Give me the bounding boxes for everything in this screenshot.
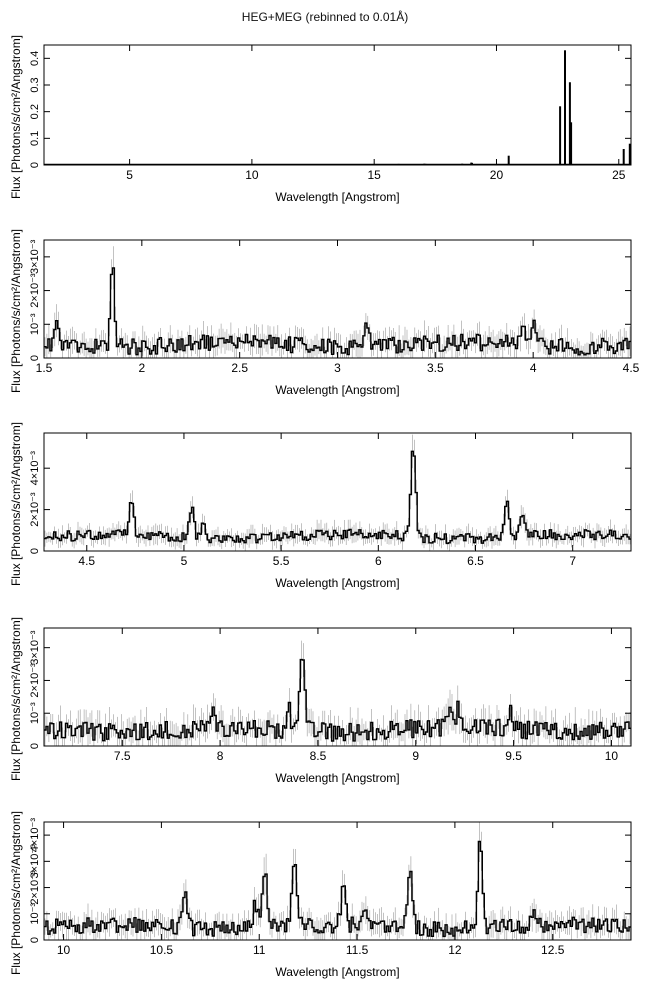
- x-tick-label: 7: [569, 554, 577, 568]
- y-tick-label: 4×10⁻³: [29, 451, 41, 486]
- x-tick-label: 15: [367, 168, 381, 182]
- figure-title: HEG+MEG (rebinned to 0.01Å): [241, 10, 409, 24]
- panel-4: [9, 617, 631, 785]
- y-tick-label: 10⁻³: [29, 702, 41, 725]
- y-tick-label: 2×10⁻³: [29, 870, 41, 905]
- y-tick-label: 2×10⁻³: [29, 273, 41, 308]
- x-axis-label: Wavelength [Angstrom]: [275, 576, 400, 590]
- spectrum-line: [44, 268, 631, 355]
- x-tick-label: 8: [216, 749, 224, 763]
- x-tick-label: 9.5: [505, 749, 522, 763]
- y-tick-label: 0.3: [29, 77, 41, 93]
- x-tick-label: 7.5: [113, 749, 131, 763]
- y-tick-label: 3×10⁻³: [29, 844, 41, 879]
- spectrum-plot: [44, 246, 631, 358]
- y-tick-label: 0.1: [29, 130, 41, 146]
- y-tick-label: 0: [29, 354, 41, 362]
- x-axis-label: Wavelength [Angstrom]: [275, 190, 400, 204]
- panel-1: [9, 35, 631, 204]
- x-tick-label: 1.5: [35, 361, 53, 375]
- y-tick-label: 10⁻³: [29, 902, 41, 925]
- x-tick-label: 3: [334, 361, 341, 375]
- plot-frame: [44, 45, 631, 165]
- spectrum-line: [44, 451, 631, 543]
- y-tick-label: 3×10⁻³: [29, 630, 41, 665]
- x-tick-label: 9: [412, 749, 420, 763]
- y-tick-label: 10⁻³: [29, 313, 41, 336]
- spectrum-line: [44, 842, 631, 937]
- y-tick-label: 3×10⁻³: [29, 239, 41, 274]
- x-axis-label: Wavelength [Angstrom]: [275, 383, 400, 397]
- spectrum-line: [44, 660, 631, 741]
- y-axis-label: Flux [Photons/s/cm²/Angstrom]: [9, 34, 23, 200]
- x-tick-label: 10: [604, 749, 619, 763]
- y-axis-label: Flux [Photons/s/cm²/Angstrom]: [9, 421, 23, 587]
- x-tick-label: 2: [138, 361, 146, 375]
- y-tick-label: 2×10⁻³: [29, 492, 41, 527]
- x-tick-label: 25: [612, 168, 626, 182]
- y-tick-label: 0.2: [29, 104, 41, 120]
- x-tick-label: 6: [374, 554, 382, 568]
- spectrum-plot: [44, 50, 631, 165]
- x-tick-label: 12.5: [541, 943, 565, 957]
- y-tick-label: 4×10⁻³: [29, 817, 41, 853]
- y-axis-label: Flux [Photons/s/cm²/Angstrom]: [9, 810, 23, 976]
- x-tick-label: 4: [529, 361, 537, 375]
- x-tick-label: 6.5: [467, 554, 484, 568]
- x-tick-label: 20: [489, 168, 504, 182]
- panel-2: [9, 229, 640, 397]
- y-tick-label: 0.4: [29, 50, 41, 66]
- y-tick-label: 0: [29, 742, 41, 750]
- x-tick-label: 5: [126, 168, 133, 182]
- y-axis-label: Flux [Photons/s/cm²/Angstrom]: [9, 228, 23, 394]
- x-tick-label: 8.5: [309, 749, 327, 763]
- spectrum-plot: [44, 641, 631, 746]
- x-tick-label: 5.5: [272, 554, 290, 568]
- panel-3: [9, 422, 631, 590]
- spectrum-plot: [44, 821, 631, 940]
- x-tick-label: 12: [448, 943, 462, 957]
- x-tick-label: 2.5: [231, 361, 249, 375]
- y-tick-label: 0: [29, 161, 41, 169]
- y-axis-label: Flux [Photons/s/cm²/Angstrom]: [9, 616, 23, 782]
- x-tick-label: 3.5: [426, 361, 444, 375]
- x-axis-label: Wavelength [Angstrom]: [275, 965, 400, 979]
- x-axis-label: Wavelength [Angstrom]: [275, 771, 400, 785]
- x-tick-label: 10: [245, 168, 259, 182]
- x-tick-label: 11.5: [345, 943, 369, 957]
- spectrum-plot: [44, 435, 631, 551]
- x-tick-label: 11: [252, 943, 266, 957]
- y-tick-label: 0: [29, 936, 41, 944]
- x-tick-label: 10: [56, 943, 71, 957]
- x-tick-label: 5: [180, 554, 188, 568]
- panel-5: [9, 811, 631, 979]
- y-tick-label: 2×10⁻³: [29, 663, 41, 698]
- x-tick-label: 4.5: [78, 554, 96, 568]
- x-tick-label: 4.5: [622, 361, 640, 375]
- y-tick-label: 0: [29, 547, 41, 555]
- x-tick-label: 10.5: [149, 943, 174, 957]
